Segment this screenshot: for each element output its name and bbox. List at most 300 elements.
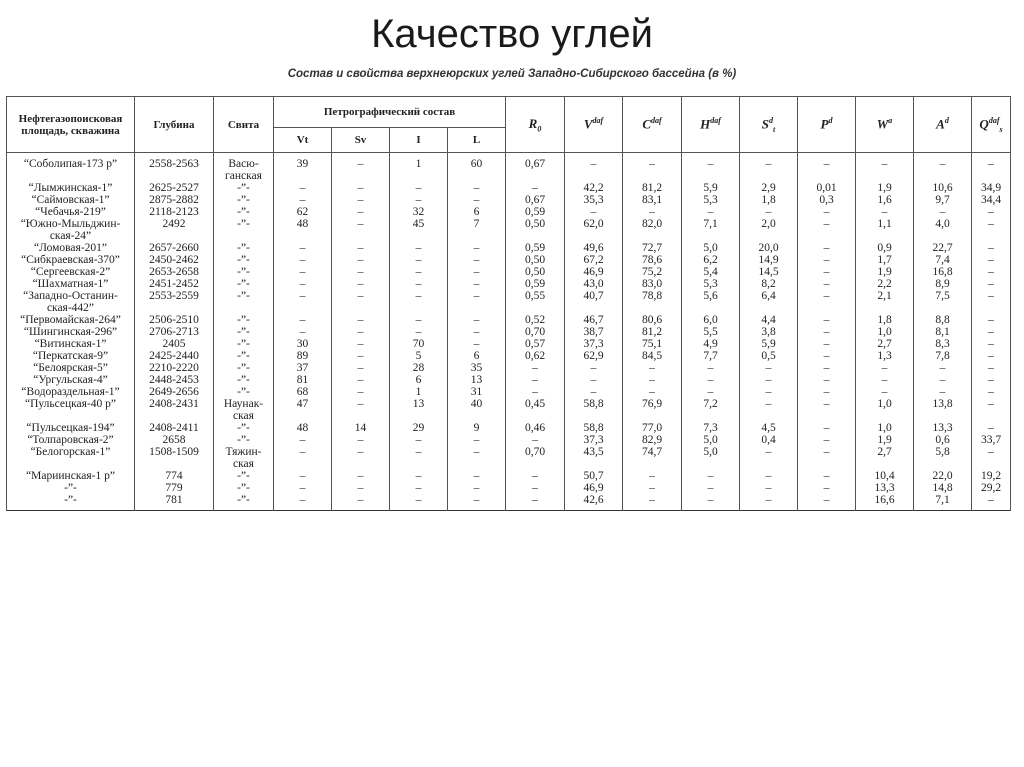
cell-value: – [390,494,448,511]
cell-value: 7,7 [682,350,740,362]
header-petro-vt: Vt [274,128,332,153]
cell-value: – [972,290,1011,314]
cell-depth: 2658 [135,434,214,446]
cell-value: 1,7 [856,254,914,266]
cell-value: – [972,362,1011,374]
cell-depth: 2625-2527 [135,182,214,194]
cell-value: – [565,153,623,183]
cell-value: – [856,153,914,183]
cell-value: 8,2 [740,278,798,290]
cell-value: – [332,182,390,194]
cell-value: 0,52 [506,314,565,326]
cell-value: – [332,374,390,386]
cell-area: “Перкатская-9” [7,350,135,362]
cell-value: 2,7 [856,446,914,470]
cell-value: 0,50 [506,254,565,266]
cell-value: – [798,290,856,314]
cell-value: 1 [390,153,448,183]
cell-value: – [972,314,1011,326]
cell-value: – [682,362,740,374]
cell-value: 45 [390,218,448,242]
header-param: $P^d$ [798,97,856,153]
cell-depth: 2405 [135,338,214,350]
table-row [7,194,1011,206]
cell-value: 5,3 [682,278,740,290]
cell-area: “Пульсецкая-194” [7,422,135,434]
cell-value: – [332,314,390,326]
cell-value: 0,70 [506,446,565,470]
cell-suite: -”- [214,314,274,326]
cell-depth: 2408-2431 [135,398,214,422]
cell-value: 5,3 [682,194,740,206]
cell-value: 46,9 [565,266,623,278]
cell-value: 82,0 [623,218,682,242]
cell-value: 58,8 [565,398,623,422]
table-row [7,422,1011,434]
cell-value: 7,4 [914,254,972,266]
cell-depth: 2653-2658 [135,266,214,278]
cell-value: – [740,374,798,386]
cell-value: – [332,194,390,206]
cell-value: 81,2 [623,326,682,338]
cell-value: – [274,254,332,266]
cell-value: – [448,266,506,278]
table-header [7,97,1011,153]
cell-value: 6,4 [740,290,798,314]
header-param: $R_0$ [506,97,565,153]
cell-value: – [914,374,972,386]
table-row [7,446,1011,470]
cell-depth: 2210-2220 [135,362,214,374]
cell-suite: Тяжин- ская [214,446,274,470]
cell-value: 81,2 [623,182,682,194]
cell-value: 0,9 [856,242,914,254]
cell-area: “Сибкраевская-370” [7,254,135,266]
cell-value: – [856,386,914,398]
cell-depth: 2553-2559 [135,290,214,314]
cell-value: 16,6 [856,494,914,511]
cell-value: – [740,153,798,183]
cell-value: – [390,278,448,290]
cell-depth: 2448-2453 [135,374,214,386]
cell-depth: 2425-2440 [135,350,214,362]
cell-value: 5,5 [682,326,740,338]
cell-value: 50,7 [565,470,623,482]
table-row [7,362,1011,374]
cell-value: 78,8 [623,290,682,314]
cell-value: – [390,290,448,314]
cell-value: 40,7 [565,290,623,314]
cell-value: – [332,386,390,398]
cell-value: – [914,153,972,183]
cell-depth: 779 [135,482,214,494]
cell-value: 2,2 [856,278,914,290]
cell-value: 6 [390,374,448,386]
cell-value: 58,8 [565,422,623,434]
cell-depth: 2451-2452 [135,278,214,290]
cell-value: – [274,446,332,470]
cell-value: 13,3 [914,422,972,434]
table-row [7,338,1011,350]
cell-suite: -”- [214,194,274,206]
cell-suite: -”- [214,278,274,290]
cell-value: – [682,470,740,482]
cell-value: 43,0 [565,278,623,290]
cell-value: 74,7 [623,446,682,470]
cell-area: -”- [7,482,135,494]
cell-value: – [332,350,390,362]
cell-value: – [798,254,856,266]
cell-value: – [623,386,682,398]
cell-value: – [623,362,682,374]
cell-value: – [448,482,506,494]
cell-value: 35 [448,362,506,374]
cell-value: 35,3 [565,194,623,206]
cell-suite: -”- [214,266,274,278]
cell-value: – [798,326,856,338]
cell-value: – [798,494,856,511]
header-petro-sv: Sv [332,128,390,153]
cell-value: 7,1 [914,494,972,511]
cell-value: 5,6 [682,290,740,314]
cell-area: “Пульсецкая-40 р” [7,398,135,422]
cell-value: – [506,470,565,482]
cell-value: – [682,494,740,511]
cell-value: 48 [274,218,332,242]
cell-value: 5,8 [914,446,972,470]
cell-suite: -”- [214,338,274,350]
coal-quality-table [6,96,1011,511]
cell-value: 37,3 [565,434,623,446]
cell-value: 1,3 [856,350,914,362]
cell-suite: -”- [214,254,274,266]
cell-value: – [390,482,448,494]
header-param: $W^a$ [856,97,914,153]
cell-value: 42,6 [565,494,623,511]
cell-value: – [448,494,506,511]
cell-value: – [740,482,798,494]
cell-value: 1 [390,386,448,398]
cell-value: 0,50 [506,266,565,278]
cell-value: – [740,446,798,470]
cell-depth: 1508-1509 [135,446,214,470]
header-param: $H^{daf}$ [682,97,740,153]
table-row [7,290,1011,314]
table-row [7,326,1011,338]
cell-value: 7,3 [682,422,740,434]
cell-value: 82,9 [623,434,682,446]
cell-value: 14,9 [740,254,798,266]
cell-area: “Витинская-1” [7,338,135,350]
cell-suite: -”- [214,374,274,386]
cell-value: – [682,153,740,183]
cell-value: – [798,470,856,482]
cell-value: 0,59 [506,278,565,290]
table-row [7,254,1011,266]
cell-value: – [914,206,972,218]
cell-area: “Толпаровская-2” [7,434,135,446]
cell-value: – [448,446,506,470]
cell-value: 6 [448,206,506,218]
cell-value: 5 [390,350,448,362]
table-body [7,153,1011,511]
cell-value: 16,8 [914,266,972,278]
table-row [7,266,1011,278]
cell-value: 62,0 [565,218,623,242]
cell-suite: -”- [214,470,274,482]
cell-value: 76,9 [623,398,682,422]
cell-value: 1,9 [856,182,914,194]
table-row [7,218,1011,242]
cell-value: – [623,153,682,183]
cell-value: – [972,350,1011,362]
cell-value: – [972,153,1011,183]
cell-value: 49,6 [565,242,623,254]
cell-value: 72,7 [623,242,682,254]
cell-value: – [332,494,390,511]
cell-area: “Шингинская-296” [7,326,135,338]
cell-suite: -”- [214,482,274,494]
cell-value: 0,67 [506,153,565,183]
cell-area: “Первомайская-264” [7,314,135,326]
cell-value: 0,70 [506,326,565,338]
cell-value: – [914,362,972,374]
cell-value: 13 [448,374,506,386]
cell-value: 42,2 [565,182,623,194]
cell-value: – [332,326,390,338]
cell-value: 13,8 [914,398,972,422]
table-row [7,386,1011,398]
cell-value: 2,7 [856,338,914,350]
cell-value: – [798,362,856,374]
cell-value: 68 [274,386,332,398]
table-row [7,434,1011,446]
cell-value: 37 [274,362,332,374]
cell-value: – [623,206,682,218]
cell-value: 47 [274,398,332,422]
cell-value: – [390,434,448,446]
cell-value: – [274,434,332,446]
cell-value: 7,1 [682,218,740,242]
cell-value: 6 [448,350,506,362]
cell-value: – [972,278,1011,290]
cell-suite: -”- [214,182,274,194]
cell-value: – [448,338,506,350]
cell-suite: -”- [214,494,274,511]
cell-value: 0,6 [914,434,972,446]
cell-value: – [623,374,682,386]
cell-value: 7,5 [914,290,972,314]
cell-depth: 2657-2660 [135,242,214,254]
cell-suite: -”- [214,326,274,338]
cell-value: – [274,194,332,206]
cell-suite: -”- [214,218,274,242]
cell-value: – [856,362,914,374]
table-row [7,278,1011,290]
cell-value: – [565,386,623,398]
table-row [7,494,1011,511]
header-param: $Q^{daf}_s$ [972,97,1011,153]
cell-value: – [798,218,856,242]
cell-value: 8,8 [914,314,972,326]
cell-value: 2,0 [740,218,798,242]
cell-depth: 781 [135,494,214,511]
cell-depth: 2450-2462 [135,254,214,266]
cell-value: – [448,326,506,338]
cell-value: 0,3 [798,194,856,206]
cell-value: 8,3 [914,338,972,350]
cell-value: 4,5 [740,422,798,434]
cell-value: – [448,470,506,482]
cell-value: – [682,206,740,218]
cell-value: – [798,398,856,422]
cell-value: – [914,386,972,398]
cell-value: 0,59 [506,242,565,254]
cell-value: 0,4 [740,434,798,446]
cell-value: 1,0 [856,422,914,434]
cell-value: – [274,182,332,194]
cell-value: 8,1 [914,326,972,338]
cell-value: – [972,218,1011,242]
cell-value: 75,1 [623,338,682,350]
cell-value: – [972,242,1011,254]
cell-value: 7 [448,218,506,242]
cell-value: – [798,206,856,218]
cell-value: 83,0 [623,278,682,290]
cell-value: – [332,206,390,218]
cell-value: 7,8 [914,350,972,362]
cell-suite: -”- [214,242,274,254]
cell-value: 3,8 [740,326,798,338]
cell-value: 43,5 [565,446,623,470]
cell-area: “Южно-Мыльджин- ская-24” [7,218,135,242]
cell-value: 8,9 [914,278,972,290]
cell-depth: 2649-2656 [135,386,214,398]
cell-depth: 2706-2713 [135,326,214,338]
cell-value: 5,0 [682,446,740,470]
cell-value: 22,0 [914,470,972,482]
cell-value: 32 [390,206,448,218]
cell-value: – [506,494,565,511]
cell-depth: 2875-2882 [135,194,214,206]
cell-value: – [565,206,623,218]
header-param: $A^d$ [914,97,972,153]
cell-value: – [972,446,1011,470]
table-row [7,242,1011,254]
cell-value: 9,7 [914,194,972,206]
cell-suite: -”- [214,434,274,446]
cell-value: 5,9 [682,182,740,194]
cell-value: 70 [390,338,448,350]
cell-value: 13,3 [856,482,914,494]
cell-value: 19,2 [972,470,1011,482]
slide-title: Качество углей [371,12,653,56]
cell-value: – [972,422,1011,434]
cell-value: – [972,206,1011,218]
cell-area: “Ургульская-4” [7,374,135,386]
cell-value: 0,62 [506,350,565,362]
cell-depth: 2492 [135,218,214,242]
cell-value: 28 [390,362,448,374]
header-area: Нефтегазопоисковая площадь, скважина [7,97,135,153]
cell-value: – [332,290,390,314]
header-param: $V^{daf}$ [565,97,623,153]
cell-value: – [390,326,448,338]
cell-value: – [798,422,856,434]
cell-value: – [682,374,740,386]
cell-depth: 2408-2411 [135,422,214,434]
cell-suite: -”- [214,350,274,362]
cell-value: 13 [390,398,448,422]
cell-value: – [274,314,332,326]
cell-value: 30 [274,338,332,350]
cell-value: – [682,386,740,398]
cell-value: – [332,278,390,290]
cell-value: 46,7 [565,314,623,326]
cell-value: – [682,482,740,494]
cell-depth: 774 [135,470,214,482]
table-row [7,314,1011,326]
cell-value: – [506,434,565,446]
cell-value: – [972,266,1011,278]
cell-value: – [274,494,332,511]
cell-area: “Лымжинская-1” [7,182,135,194]
cell-value: – [798,278,856,290]
cell-value: 89 [274,350,332,362]
cell-value: – [506,482,565,494]
cell-value: – [798,374,856,386]
cell-suite: Васю- ганская [214,153,274,183]
cell-value: – [740,362,798,374]
cell-value: 80,6 [623,314,682,326]
cell-value: 84,5 [623,350,682,362]
cell-value: – [274,242,332,254]
cell-area: “Белогорская-1” [7,446,135,470]
cell-depth: 2558-2563 [135,153,214,183]
table-row [7,182,1011,194]
cell-value: 4,4 [740,314,798,326]
cell-value: – [332,470,390,482]
cell-value: – [332,153,390,183]
cell-value: – [274,266,332,278]
cell-value: – [274,482,332,494]
cell-value: – [972,254,1011,266]
cell-value: – [740,386,798,398]
cell-value: – [448,290,506,314]
cell-suite: Наунак- ская [214,398,274,422]
table-row [7,153,1011,183]
cell-area: “Саймовская-1” [7,194,135,206]
cell-value: 2,9 [740,182,798,194]
cell-area: “Белоярская-5” [7,362,135,374]
cell-area: -”- [7,494,135,511]
cell-value: 4,9 [682,338,740,350]
cell-value: 62,9 [565,350,623,362]
cell-value: – [448,242,506,254]
table-caption: Состав и свойства верхнеюрских углей Западно-Сибирского бассейна (в %) [287,68,737,80]
cell-value: 39 [274,153,332,183]
cell-suite: -”- [214,206,274,218]
cell-value: – [390,446,448,470]
cell-value: – [332,434,390,446]
cell-value: – [798,350,856,362]
cell-value: – [798,266,856,278]
cell-value: – [390,266,448,278]
cell-value: – [274,290,332,314]
cell-value: 0,45 [506,398,565,422]
cell-value: 14,8 [914,482,972,494]
cell-value: 0,57 [506,338,565,350]
